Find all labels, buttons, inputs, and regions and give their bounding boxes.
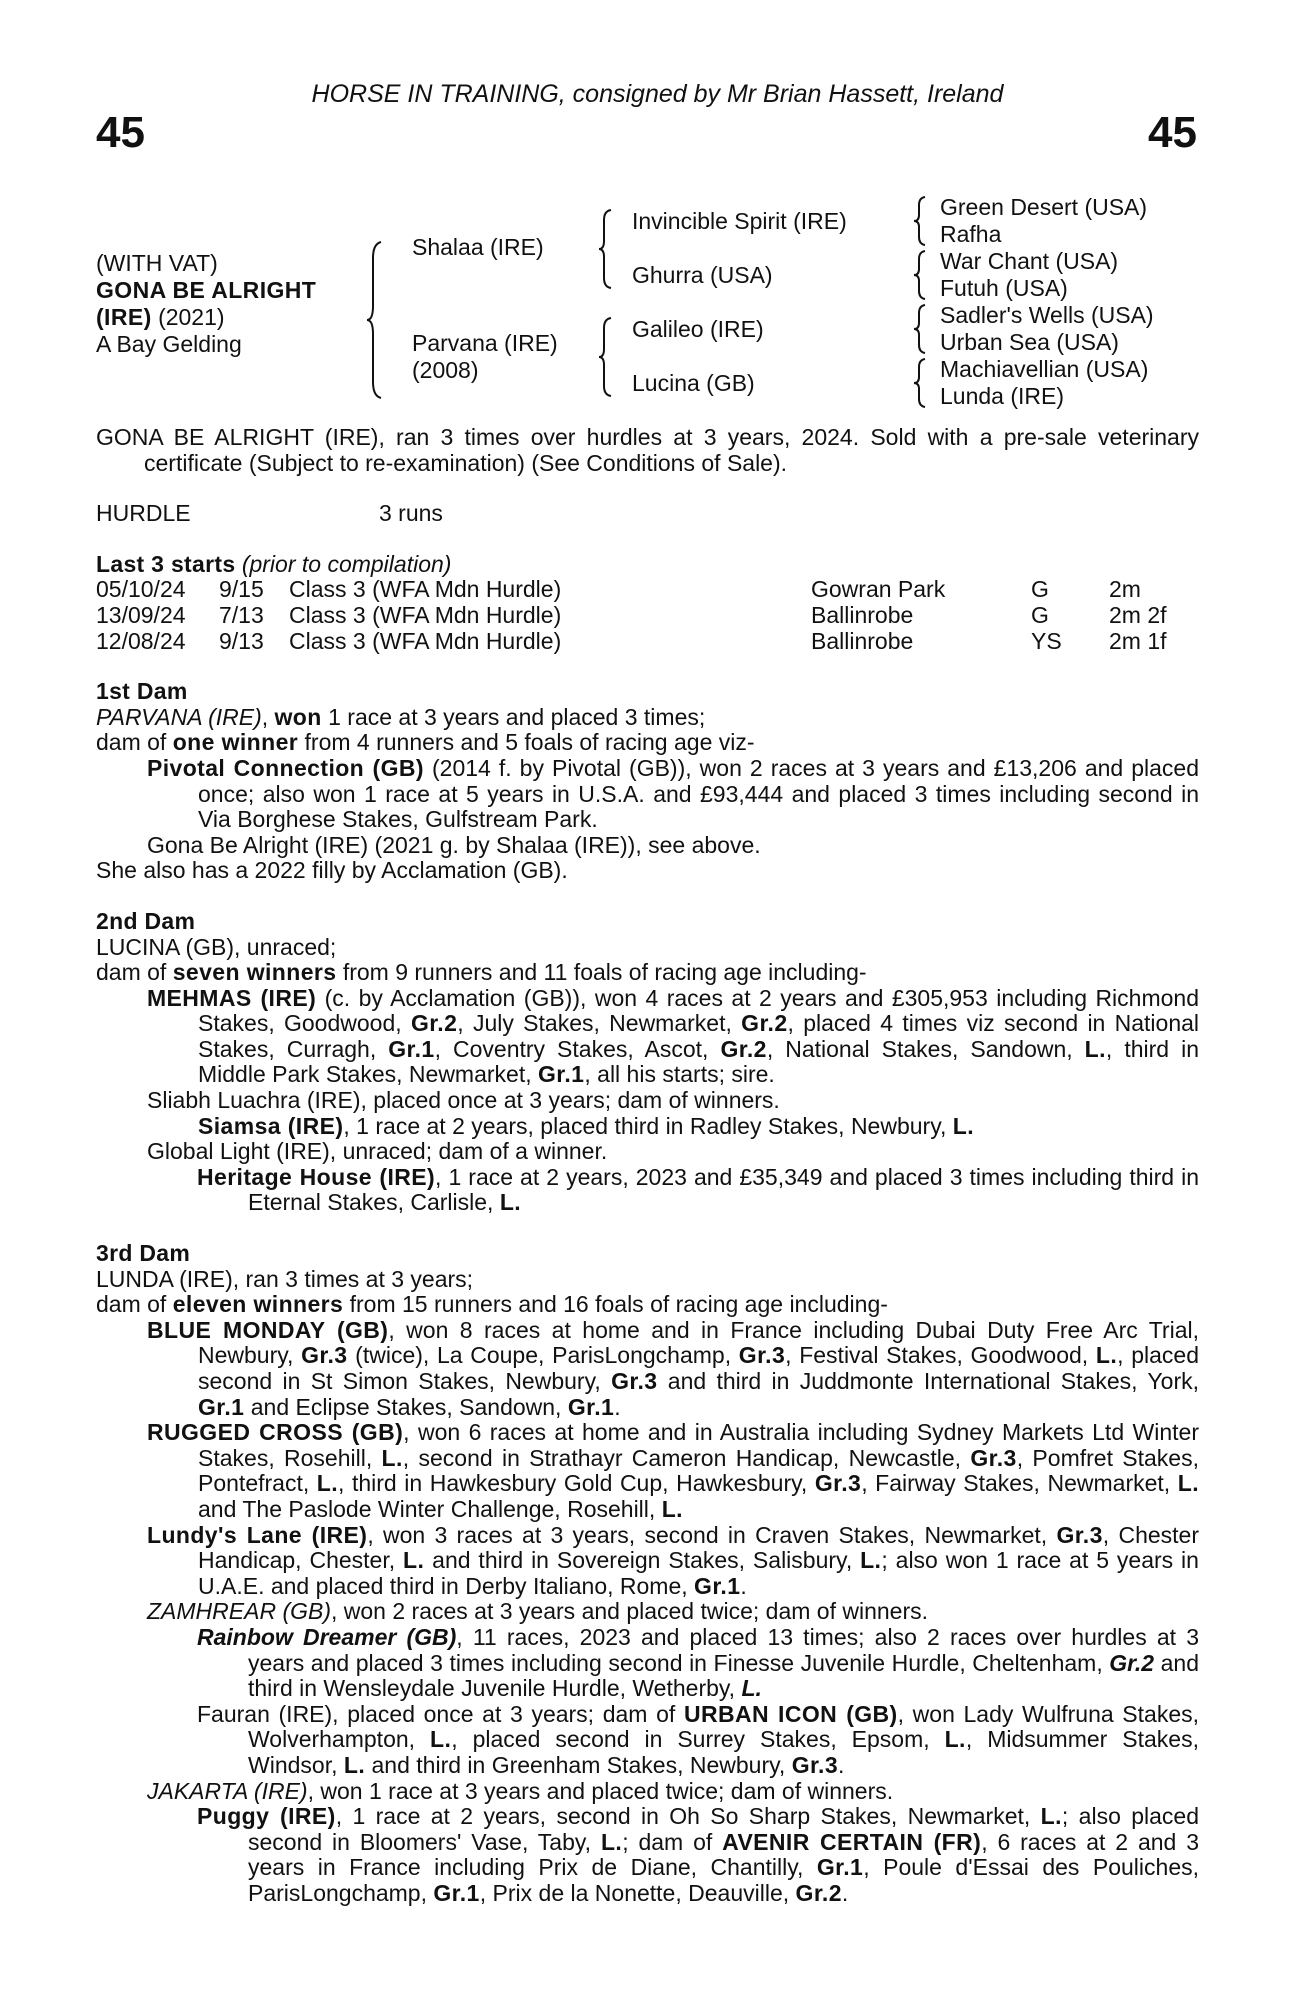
progeny-text: (2014 f. by Pivotal (GB)), won 2 races at 3 years and £13,206 and placed once; also won 1 race at 5 years in U.S.A. and £93,444 and placed 3 times including second in Via Borghese Stakes, Gulfstream Park. bbox=[198, 754, 1199, 833]
grade: L. bbox=[343, 1751, 366, 1778]
text: , Midsummer Stakes, Windsor, bbox=[248, 1726, 1199, 1778]
text: , Poule d'Essai des Pouliches, ParisLongchamp, bbox=[248, 1854, 1199, 1906]
text: , won 6 races at home and in Australia including Sydney Markets Ltd Winter Stakes, Rosehill, bbox=[198, 1419, 1199, 1471]
grade: L. bbox=[952, 1112, 975, 1139]
text: dam of bbox=[96, 1291, 173, 1318]
grade: Gr.2 bbox=[795, 1879, 842, 1906]
winners-count: eleven winners bbox=[172, 1291, 344, 1318]
lot-number-left: 45 bbox=[96, 108, 145, 157]
third-dam-heading: 3rd Dam bbox=[96, 1240, 191, 1267]
text: 1 race at 3 years and placed 3 times; bbox=[321, 703, 706, 730]
text: , Coventry Stakes, Ascot, bbox=[434, 1035, 721, 1062]
start-course: Gowran Park bbox=[811, 576, 946, 603]
text: . bbox=[740, 1572, 747, 1599]
progeny-gona-be-alright: Gona Be Alright (IRE) (2021 g. by Shalaa (IRE)), see above. bbox=[147, 831, 761, 858]
progeny-name: JAKARTA (IRE) bbox=[147, 1777, 308, 1804]
text: , all his starts; sire. bbox=[584, 1061, 775, 1088]
text: . bbox=[838, 1751, 845, 1778]
text: , placed second in Surrey Stakes, Epsom, bbox=[451, 1726, 945, 1753]
text: , won 2 races at 3 years and placed twice; dam of winners. bbox=[331, 1598, 929, 1625]
text: , won 8 races at home and in France including Dubai Duty Free Arc Trial, Newbury, bbox=[198, 1316, 1199, 1369]
page-header: HORSE IN TRAINING, consigned by Mr Brian Hassett, Ireland bbox=[311, 80, 1004, 108]
text: , won Lady Wulfruna Stakes, Wolverhampton, bbox=[248, 1700, 1199, 1753]
text: , 6 races at 2 and 3 years in France including Prix de Diane, Chantilly, bbox=[248, 1828, 1200, 1881]
progeny-jakarta bbox=[96, 1779, 1199, 1805]
second-dam-section bbox=[96, 909, 1199, 1216]
table-row bbox=[96, 629, 1167, 655]
text: , bbox=[261, 703, 275, 730]
grade: L. bbox=[860, 1547, 882, 1574]
text: , 1 race at 2 years, placed third in Radley Stakes, Newbury, bbox=[343, 1112, 953, 1139]
ss-dam: Rafha bbox=[940, 221, 1002, 247]
text: . bbox=[614, 1393, 621, 1420]
text: dam of bbox=[96, 959, 173, 986]
won-label: won bbox=[274, 703, 322, 730]
text: (c. by Acclamation (GB)), won 4 races at 2 years and £305,953 including Richmond Stakes, Goodwood, bbox=[198, 984, 1199, 1037]
second-dam-line: LUCINA (GB), unraced; bbox=[96, 933, 337, 960]
progeny-name: BLUE MONDAY (GB) bbox=[147, 1316, 389, 1343]
start-going: G bbox=[1031, 601, 1049, 628]
progeny-zamhrear bbox=[96, 1599, 1199, 1625]
text: , July Stakes, Newmarket, bbox=[457, 1010, 742, 1037]
grade: Gr.2 bbox=[410, 1010, 458, 1037]
dam-filly-note: She also has a 2022 filly by Acclamation (GB). bbox=[96, 857, 568, 884]
start-course: Ballinrobe bbox=[811, 601, 914, 628]
start-race: Class 3 (WFA Mdn Hurdle) bbox=[289, 576, 562, 603]
grade: Gr.3 bbox=[970, 1444, 1017, 1471]
progeny-blue-monday bbox=[96, 1318, 1199, 1420]
text: from 9 runners and 11 foals of racing age including- bbox=[336, 959, 867, 986]
grade: L. bbox=[316, 1470, 339, 1497]
record-label: HURDLE bbox=[96, 500, 191, 527]
text: , Pomfret Stakes, Pontefract, bbox=[198, 1444, 1199, 1497]
grade: L. bbox=[600, 1828, 623, 1855]
start-distance: 2m 1f bbox=[1109, 627, 1167, 654]
progeny-rugged-cross bbox=[96, 1420, 1199, 1522]
text: , National Stakes, Sandown, bbox=[766, 1035, 1085, 1062]
grade: L. bbox=[944, 1726, 966, 1753]
progeny-name: Heritage House (IRE) bbox=[197, 1163, 436, 1190]
start-position: 9/13 bbox=[219, 627, 264, 654]
dam bbox=[412, 330, 558, 384]
progeny-siamsa bbox=[96, 1114, 1199, 1140]
text: , placed second in St Simon Stakes, Newbury, bbox=[198, 1342, 1199, 1394]
text: , 1 race at 2 years, 2023 and £35,349 and placed 3 times including third in Eternal Stakes, Carlisle, bbox=[248, 1163, 1199, 1216]
dam-year: (2008) bbox=[412, 357, 479, 383]
start-course: Ballinrobe bbox=[811, 627, 914, 654]
grade: Gr.1 bbox=[694, 1572, 741, 1599]
progeny-global-light: Global Light (IRE), unraced; dam of a winner. bbox=[147, 1138, 608, 1165]
text: and third in Wensleydale Juvenile Hurdle, Wetherby, bbox=[248, 1649, 1199, 1702]
progeny-sliabh-luachra: Sliabh Luachra (IRE), placed once at 3 years; dam of winners. bbox=[147, 1087, 780, 1114]
text: , third in Hawkesbury Gold Cup, Hawkesbury, bbox=[338, 1470, 815, 1497]
text: ; dam of bbox=[622, 1828, 723, 1855]
horse-description: A Bay Gelding bbox=[96, 331, 242, 357]
grade: Gr.3 bbox=[611, 1368, 658, 1394]
sd-sire: War Chant (USA) bbox=[940, 248, 1119, 274]
horse-identity bbox=[96, 250, 316, 358]
grade: Gr.3 bbox=[791, 1751, 839, 1778]
sd-dam: Futuh (USA) bbox=[940, 275, 1068, 301]
text: , third in Middle Park Stakes, Newmarket, bbox=[198, 1035, 1199, 1088]
start-distance: 2m 2f bbox=[1109, 601, 1167, 628]
text: and third in Juddmonte International Stakes, York, bbox=[657, 1368, 1199, 1394]
grade: Gr.3 bbox=[1056, 1521, 1103, 1548]
progeny-pivotal-connection bbox=[96, 756, 1199, 833]
sire-dam: Ghurra (USA) bbox=[632, 262, 773, 288]
grade: Gr.3 bbox=[738, 1342, 786, 1369]
progeny-mehmas bbox=[96, 986, 1199, 1088]
progeny-heritage-house bbox=[96, 1165, 1199, 1216]
text: , Chester Handicap, Chester, bbox=[198, 1521, 1199, 1574]
brace-sd bbox=[912, 249, 928, 301]
sire: Shalaa (IRE) bbox=[412, 234, 544, 260]
text: from 15 runners and 16 foals of racing age including- bbox=[343, 1291, 888, 1318]
progeny-name: MEHMAS (IRE) bbox=[147, 984, 317, 1011]
progeny-rainbow-dreamer bbox=[96, 1625, 1199, 1702]
dam-name: Parvana (IRE) bbox=[412, 330, 558, 356]
grade: Gr.2 bbox=[1109, 1649, 1155, 1676]
text: , Prix de la Nonette, Deauville, bbox=[479, 1879, 796, 1906]
grade: L. bbox=[499, 1189, 522, 1216]
progeny-name: AVENIR CERTAIN (FR) bbox=[722, 1828, 982, 1855]
text: dam of bbox=[96, 729, 173, 756]
text: , placed 4 times viz second in National Stakes, Curragh, bbox=[198, 1010, 1200, 1062]
lot-number-right: 45 bbox=[1148, 108, 1197, 157]
horse-name: GONA BE ALRIGHT bbox=[96, 277, 317, 303]
text: from 4 runners and 5 foals of racing age viz- bbox=[298, 729, 755, 756]
text: and third in Sovereign Stakes, Salisbury, bbox=[424, 1547, 861, 1574]
ss-sire: Green Desert (USA) bbox=[940, 194, 1148, 220]
progeny-name: RUGGED CROSS (GB) bbox=[147, 1419, 404, 1446]
first-dam-section bbox=[96, 679, 1199, 884]
second-dam-heading: 2nd Dam bbox=[96, 907, 196, 934]
progeny-name: Puggy (IRE) bbox=[197, 1803, 336, 1830]
progeny-name: Siamsa (IRE) bbox=[198, 1112, 344, 1139]
horse-year: (2021) bbox=[158, 304, 225, 330]
grade: L. bbox=[741, 1675, 762, 1702]
text: (twice), La Coupe, ParisLongchamp, bbox=[347, 1342, 739, 1369]
sire-sire: Invincible Spirit (IRE) bbox=[632, 208, 847, 234]
grade: Gr.3 bbox=[814, 1470, 862, 1497]
start-race: Class 3 (WFA Mdn Hurdle) bbox=[289, 627, 562, 654]
text: , won 3 races at 3 years, second in Craven Stakes, Newmarket, bbox=[367, 1521, 1057, 1548]
text: , 11 races, 2023 and placed 13 times; also 2 races over hurdles at 3 years and placed 3 times including second in Finesse Juvenile Hurdle, Cheltenham, bbox=[248, 1623, 1199, 1676]
text: ; also placed second in Bloomers' Vase, Taby, bbox=[248, 1803, 1199, 1855]
start-distance: 2m bbox=[1109, 576, 1141, 603]
ds-sire: Sadler's Wells (USA) bbox=[940, 302, 1154, 328]
third-dam-section bbox=[96, 1241, 1199, 1906]
dd-sire: Machiavellian (USA) bbox=[940, 356, 1149, 382]
dam-sire: Galileo (IRE) bbox=[632, 316, 764, 342]
start-going: YS bbox=[1031, 627, 1062, 654]
first-dam-heading: 1st Dam bbox=[96, 678, 188, 705]
text: and Eclipse Stakes, Sandown, bbox=[244, 1393, 568, 1420]
text: , won 1 race at 3 years and placed twice; dam of winners. bbox=[307, 1777, 894, 1804]
table-row bbox=[96, 577, 1167, 603]
grade: Gr.1 bbox=[816, 1854, 864, 1881]
progeny-name: ZAMHREAR (GB) bbox=[147, 1598, 331, 1625]
text: and third in Greenham Stakes, Newbury, bbox=[365, 1751, 792, 1778]
grade: L. bbox=[1040, 1803, 1062, 1830]
brace-ds bbox=[912, 303, 928, 355]
record-value: 3 runs bbox=[379, 500, 443, 527]
grade: Gr.2 bbox=[720, 1035, 767, 1062]
grade: Gr.1 bbox=[388, 1035, 435, 1062]
progeny-fauran bbox=[96, 1702, 1199, 1779]
summary: GONA BE ALRIGHT (IRE), ran 3 times over hurdles at 3 years, 2024. Sold with a pre-sale veterinary certificate (Subject to re-examination) (See Conditions of Sale). bbox=[96, 424, 1199, 476]
vat-label: (WITH VAT) bbox=[96, 250, 218, 276]
brace-main bbox=[365, 240, 387, 400]
grade: L. bbox=[1095, 1342, 1118, 1369]
progeny-name: Rainbow Dreamer (GB) bbox=[197, 1623, 457, 1650]
progeny-name: URBAN ICON (GB) bbox=[683, 1700, 898, 1727]
last-starts bbox=[96, 552, 1199, 654]
grade: Gr.1 bbox=[567, 1393, 615, 1420]
brace-ss bbox=[912, 195, 928, 247]
start-going: G bbox=[1031, 576, 1049, 603]
horse-suffix: (IRE) bbox=[96, 304, 152, 330]
grade: L. bbox=[403, 1547, 425, 1574]
text: , Fairway Stakes, Newmarket, bbox=[861, 1470, 1178, 1497]
dd-dam: Lunda (IRE) bbox=[940, 383, 1065, 409]
dam-dam: Lucina (GB) bbox=[632, 370, 755, 396]
last-starts-note: (prior to compilation) bbox=[241, 550, 452, 577]
start-date: 13/09/24 bbox=[96, 601, 186, 628]
ds-dam: Urban Sea (USA) bbox=[940, 329, 1119, 355]
brace-dd bbox=[912, 357, 928, 409]
progeny-name: Lundy's Lane (IRE) bbox=[147, 1521, 368, 1548]
grade: L. bbox=[381, 1444, 403, 1471]
grade: Gr.3 bbox=[301, 1342, 348, 1369]
progeny-name: Pivotal Connection (GB) bbox=[147, 754, 424, 781]
last-starts-table bbox=[96, 577, 1167, 654]
table-row bbox=[96, 603, 1167, 629]
start-date: 05/10/24 bbox=[96, 576, 186, 603]
grade: L. bbox=[661, 1495, 683, 1522]
grade: Gr.1 bbox=[538, 1061, 585, 1088]
text: , second in Strathayr Cameron Handicap, Newcastle, bbox=[402, 1444, 971, 1471]
third-dam-line: LUNDA (IRE), ran 3 times at 3 years; bbox=[96, 1265, 474, 1292]
grade: Gr.2 bbox=[741, 1010, 788, 1037]
text: Fauran (IRE), placed once at 3 years; dam of bbox=[197, 1700, 684, 1727]
grade: Gr.1 bbox=[198, 1393, 245, 1420]
text: , Festival Stakes, Goodwood, bbox=[785, 1342, 1096, 1369]
text: . bbox=[841, 1879, 849, 1906]
winners-count: seven winners bbox=[172, 959, 337, 986]
progeny-puggy bbox=[96, 1804, 1199, 1906]
race-record bbox=[96, 501, 1199, 527]
progeny-lundys-lane bbox=[96, 1523, 1199, 1600]
last-starts-title: Last 3 starts bbox=[96, 550, 236, 577]
grade: L. bbox=[430, 1726, 452, 1753]
grade: L. bbox=[1177, 1470, 1199, 1497]
text: ; also won 1 race at 5 years in U.A.E. and placed third in Derby Italiano, Rome, bbox=[198, 1547, 1199, 1599]
winners-count: one winner bbox=[172, 729, 299, 756]
catalogue-body bbox=[96, 425, 1199, 1906]
text: , 1 race at 2 years, second in Oh So Sharp Stakes, Newmarket, bbox=[335, 1803, 1041, 1830]
grade: L. bbox=[1084, 1035, 1106, 1062]
first-dam-name: PARVANA (IRE) bbox=[96, 703, 262, 730]
brace-dam bbox=[597, 316, 615, 398]
brace-sire bbox=[597, 208, 615, 290]
start-position: 9/15 bbox=[219, 576, 264, 603]
start-position: 7/13 bbox=[219, 601, 264, 628]
grade: Gr.1 bbox=[433, 1879, 480, 1906]
start-race: Class 3 (WFA Mdn Hurdle) bbox=[289, 601, 562, 628]
start-date: 12/08/24 bbox=[96, 627, 186, 654]
text: and The Paslode Winter Challenge, Rosehill, bbox=[198, 1495, 662, 1522]
